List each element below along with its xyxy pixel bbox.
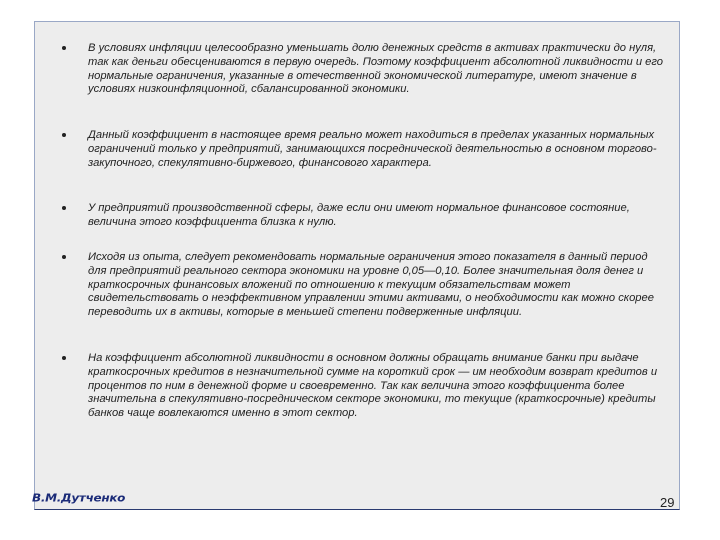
slide-frame: [34, 21, 680, 510]
author-signature: В.М.Дутченко: [32, 491, 126, 505]
bullet-text: Исходя из опыта, следует рекомендовать нормальные ограничения этого показателя в данный период для предприятий реального сектора экономики на уровне 0,05—0,10. Более значительная доля денег и краткосрочных финансовых вложений по отношению к текущим обязательствам может свидетельствовать о неэффективном управлении этими активами, о необходимости как можно скорее переводить их в активы, которые в меньшей степени подверженные инфляции.: [88, 251, 654, 319]
bullet-text: Данный коэффициент в настоящее время реально может находиться в пределах указанных нормальных ограничений только у предприятий, занимающихся посреднической деятельностью в основном торгово-закупочного, спекулятивно-биржевого, финансового характера.: [88, 129, 657, 169]
bullet-marker: [62, 133, 66, 137]
bullet-text: На коэффициент абсолютной ликвидности в основном должны обращать внимание банки при выдаче краткосрочных кредитов в незначительной сумме на короткий срок — им необходим возврат кредитов и процентов по ним в денежной форме и своевременно. Так как величина этого коэффициента более значительна в спекулятивно-посредническом секторе экономики, то текущие (краткосрочные) кредиты банков чаще вовлекаются именно в этот сектор.: [88, 352, 658, 420]
bullet-marker: [62, 356, 66, 360]
bullet-text: У предприятий производственной сферы, даже если они имеют нормальное финансовое состояние, величина этого коэффициента близка к нулю.: [88, 202, 630, 228]
bullet-marker: [62, 206, 66, 210]
bullet-text: В условиях инфляции целесообразно уменьшать долю денежных средств в активах практически до нуля, так как деньги обесцениваются в первую очередь. Поэтому коэффициент абсолютной ликвидности и его нормальные ограничения, указанные в отечественной экономической литературе, имеют значение в условиях низкоинфляционной, сбалансированной экономики.: [88, 42, 664, 96]
bullet-marker: [62, 255, 66, 259]
page-number: 29: [660, 495, 675, 510]
bullet-marker: [62, 46, 66, 50]
